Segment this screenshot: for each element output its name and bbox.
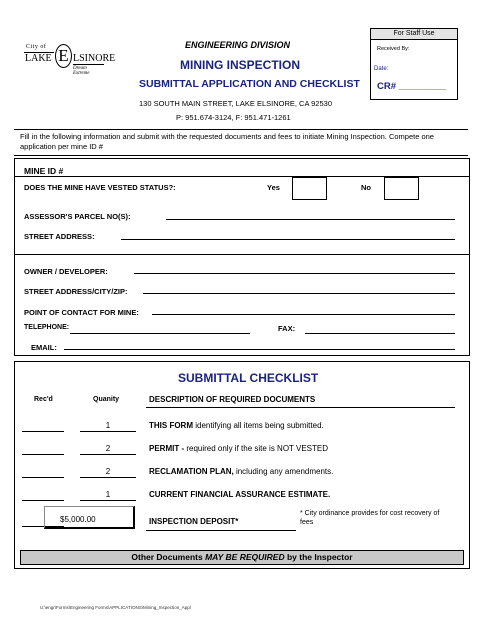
cr-number-label: CR# _________ [377, 81, 447, 92]
recd-line-2[interactable] [22, 454, 64, 455]
recd-line-4[interactable] [22, 500, 64, 501]
staff-use-box [370, 28, 458, 100]
logo-tagline: Dream Extreme [73, 66, 90, 76]
other-docs-prefix: Other Documents [131, 552, 206, 562]
col-qty-header: Quanity [93, 396, 120, 403]
owner-field[interactable] [134, 273, 455, 274]
email-field[interactable] [64, 349, 455, 350]
qty-value: 2 [105, 467, 111, 476]
logo-e-mark: E [55, 44, 72, 68]
city-logo [24, 44, 116, 78]
qty-value: 1 [105, 421, 111, 430]
recd-line-1[interactable] [22, 431, 64, 432]
checklist-item [149, 467, 333, 476]
no-label: No [361, 183, 371, 192]
qty-line-3 [80, 477, 136, 478]
qty-line-2 [80, 454, 136, 455]
staff-use-label: For Staff Use [393, 30, 435, 37]
logo-city-of: City of [26, 44, 47, 50]
qty-value: 2 [105, 444, 111, 453]
page-title: MINING INSPECTION [180, 58, 301, 72]
page-subtitle: SUBMITTAL APPLICATION AND CHECKLIST [139, 78, 360, 90]
col-recd-header: Rec'd [34, 396, 53, 403]
owner-divider [14, 254, 469, 255]
vested-question: DOES THE MINE HAVE VESTED STATUS?: [24, 183, 176, 192]
checklist-item [149, 421, 324, 430]
item-bold-text: CURRENT FINANCIAL ASSURANCE ESTIMATE. [149, 490, 331, 499]
col-desc-header: DESCRIPTION OF REQUIRED DOCUMENTS [149, 395, 316, 404]
instructions-text: Fill in the following information and submit with the requested documents and fees to initiate Mining Inspection. Compete one application per mine ID # [20, 132, 434, 151]
contact-label: POINT OF CONTACT FOR MINE: [24, 308, 139, 317]
item-bold-text: THIS FORM [149, 421, 193, 430]
qty-line-1 [80, 431, 136, 432]
phone-text: P: 951.674-3124, F: 951.471-1261 [176, 113, 291, 122]
logo-elsinore: LSINORE [73, 53, 116, 64]
yes-label: Yes [267, 183, 280, 192]
division-title: ENGINEERING DIVISION [185, 40, 291, 50]
item-rest-text: identifying all items being submitted. [193, 421, 324, 430]
telephone-field[interactable] [70, 333, 250, 334]
item-rest-text: including any amendments. [233, 467, 334, 476]
contact-field[interactable] [152, 314, 455, 315]
received-by-label: Received By: [377, 46, 410, 52]
deposit-label: INSPECTION DEPOSIT* [149, 517, 239, 526]
email-label: EMAIL: [31, 343, 57, 352]
deposit-amount: $5,000.00 [60, 515, 96, 524]
street-city-zip-field[interactable] [143, 293, 455, 294]
recd-line-3[interactable] [22, 477, 64, 478]
checklist-section [14, 361, 470, 569]
instructions-divider [14, 129, 468, 130]
qty-line-4 [80, 500, 136, 501]
street-city-zip-label: STREET ADDRESS/CITY/ZIP: [24, 287, 128, 296]
apn-field[interactable] [166, 219, 455, 220]
address-text: 130 SOUTH MAIN STREET, LAKE ELSINORE, CA 92530 [139, 99, 332, 108]
deposit-note: * City ordinance provides for cost recovery of fees [300, 510, 440, 526]
street-address-field[interactable] [121, 239, 455, 240]
checklist-item [149, 490, 330, 499]
street-address-label: STREET ADDRESS: [24, 232, 95, 241]
instructions-bottom-divider [14, 155, 468, 156]
other-documents-banner [20, 550, 464, 565]
footer-path: U:\engr\Forms\Engineering Forms\APPLICATIONS\Mining_Inspection_Appl [40, 605, 191, 610]
other-docs-emphasis: MAY BE REQUIRED [205, 552, 285, 562]
item-bold-text: RECLAMATION PLAN, [149, 467, 234, 476]
logo-lake: LAKE [25, 53, 52, 64]
mine-id-label: MINE ID # [24, 166, 64, 176]
telephone-label: TELEPHONE: [24, 324, 70, 331]
desc-header-underline [146, 407, 455, 408]
deposit-desc-line [146, 530, 296, 531]
checklist-item [149, 444, 328, 453]
other-docs-suffix: by the Inspector [284, 552, 353, 562]
owner-label: OWNER / DEVELOPER: [24, 267, 108, 276]
fax-field[interactable] [305, 333, 455, 334]
checklist-title: SUBMITTAL CHECKLIST [178, 371, 319, 385]
vested-no-checkbox[interactable] [384, 177, 419, 200]
qty-value: 1 [105, 490, 111, 499]
fax-label: FAX: [278, 324, 296, 333]
vested-yes-checkbox[interactable] [292, 177, 327, 200]
date-label: Date: [374, 66, 389, 72]
item-bold-text: PERMIT - [149, 444, 185, 453]
item-rest-text: required only if the site is NOT VESTED [184, 444, 329, 453]
apn-label: ASSESSOR'S PARCEL NO(S): [24, 212, 131, 221]
